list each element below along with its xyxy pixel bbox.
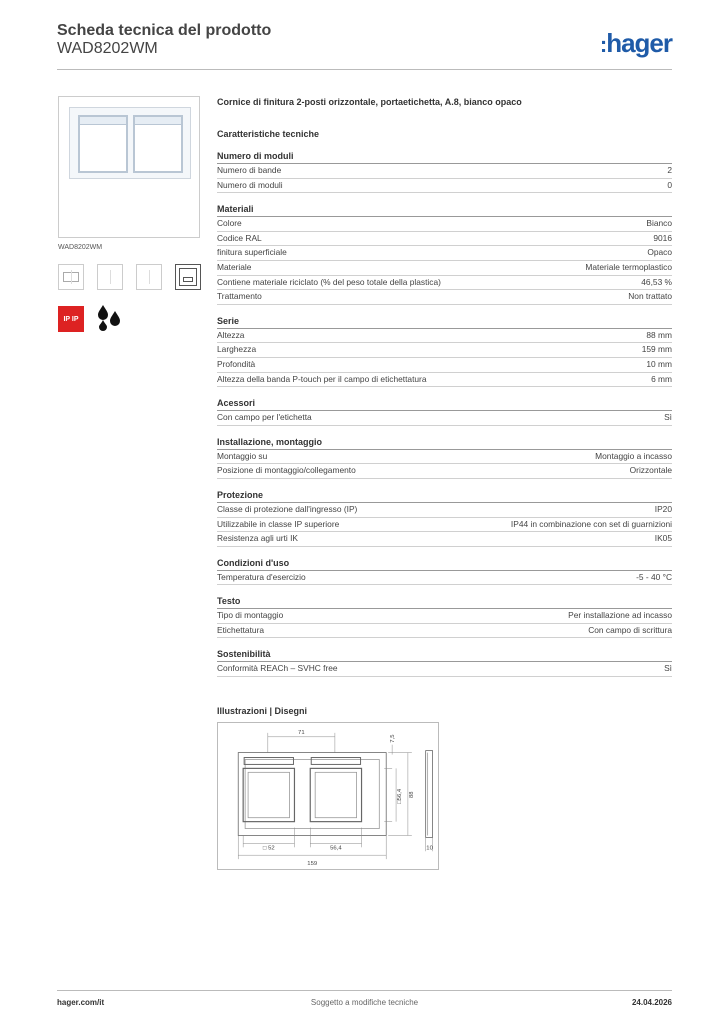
spec-label: Codice RAL: [217, 232, 262, 243]
spec-label: Tipo di montaggio: [217, 610, 284, 621]
spec-section: [217, 150, 672, 193]
logo-dots-icon: :: [599, 32, 607, 57]
dim-bottom-pitch: 56,4: [330, 845, 342, 852]
spec-value: IP20: [654, 503, 672, 514]
spec-section: [217, 436, 672, 479]
spec-label: Numero di moduli: [217, 179, 283, 190]
spec-value: 159 mm: [641, 344, 672, 355]
thumbnail-module-view[interactable]: [175, 264, 201, 290]
page-header: [57, 22, 672, 70]
section-title: Materiali: [217, 203, 672, 217]
spec-row: [217, 624, 672, 639]
spec-section: [217, 557, 672, 586]
spec-label: Temperatura d'esercizio: [217, 571, 306, 582]
spec-row: [217, 164, 672, 179]
spec-value: -5 - 40 °C: [636, 571, 672, 582]
section-title: Serie: [217, 315, 672, 329]
spec-label: finitura superficiale: [217, 247, 287, 258]
spec-row: [217, 411, 672, 426]
dim-total-width: 159: [307, 861, 318, 868]
tech-characteristics-heading: Caratteristiche tecniche: [217, 129, 320, 139]
frame-illustration: [69, 107, 191, 179]
spec-value: Bianco: [646, 218, 672, 229]
section-title: Installazione, montaggio: [217, 436, 672, 450]
section-title: Sostenibilità: [217, 648, 672, 662]
section-title: Testo: [217, 595, 672, 609]
spec-label: Posizione di montaggio/collegamento: [217, 465, 356, 476]
side-profile: [426, 751, 433, 838]
spec-label: Larghezza: [217, 344, 257, 355]
frame-cell-left: [243, 768, 294, 821]
technical-drawing: [217, 722, 439, 870]
illustrations-heading: Illustrazioni | Disegni: [217, 706, 308, 716]
spec-value: Con campo di scrittura: [588, 624, 672, 635]
footer-website-link[interactable]: hager.com/it: [57, 998, 105, 1007]
spec-section: [217, 397, 672, 426]
spec-value: Orizzontale: [629, 465, 672, 476]
spec-section: [217, 595, 672, 638]
spec-row: [217, 343, 672, 358]
product-code: WAD8202WM: [57, 40, 158, 57]
spec-label: Resistenza agli urti IK: [217, 533, 298, 544]
ip-rating-badge: IP IP: [58, 306, 84, 332]
frame-outline: [238, 753, 386, 836]
spec-row: [217, 373, 672, 388]
product-description: Cornice di finitura 2-posti orizzontale, portaetichetta, A.8, bianco opaco: [217, 97, 522, 107]
spec-row: [217, 358, 672, 373]
spec-value: Non trattato: [628, 291, 672, 302]
thumbnail-side-view-2[interactable]: [136, 264, 162, 290]
spec-value: IK05: [654, 533, 672, 544]
spec-row: [217, 232, 672, 247]
spec-value: Sì: [664, 663, 672, 674]
spec-row: [217, 503, 672, 518]
spec-label: Classe di protezione dall'ingresso (IP): [217, 503, 358, 514]
spec-row: [217, 217, 672, 232]
spec-label: Contiene materiale riciclato (% del peso totale della plastica): [217, 276, 441, 287]
water-drops-icon: [94, 302, 124, 332]
spec-label: Profondità: [217, 358, 256, 369]
spec-row: [217, 571, 672, 586]
spec-row: [217, 464, 672, 479]
spec-label: Numero di bande: [217, 165, 282, 175]
spec-row: [217, 261, 672, 276]
dim-inner-square: □56,4: [397, 788, 403, 804]
label-holder-left: [244, 758, 293, 765]
spec-value: 9016: [653, 232, 672, 243]
spec-label: Etichettatura: [217, 624, 265, 635]
spec-value: 10 mm: [646, 358, 672, 369]
thumbnail-front-view[interactable]: [58, 264, 84, 290]
spec-label: Colore: [217, 218, 242, 229]
page-footer: [57, 990, 672, 1008]
spec-row: [217, 662, 672, 677]
spec-row: [217, 179, 672, 194]
brand-logo: :hager: [599, 28, 672, 58]
thumbnail-side-view[interactable]: [97, 264, 123, 290]
frame-cell-right: [310, 768, 361, 821]
spec-row: [217, 609, 672, 624]
spec-row: [217, 290, 672, 305]
dim-top-width: 71: [298, 729, 305, 736]
section-title: Acessori: [217, 397, 672, 411]
footer-note: Soggetto a modifiche tecniche: [310, 998, 419, 1007]
spec-sections: [217, 150, 672, 677]
dim-depth: 10: [426, 845, 433, 852]
spec-row: [217, 246, 672, 261]
spec-label: Altezza: [217, 329, 245, 340]
footer-date: 24.04.2026: [631, 998, 672, 1007]
spec-label: Altezza della banda P-touch per il campo di etichettatura: [217, 373, 427, 384]
spec-label: Materiale: [217, 261, 252, 272]
product-image: [58, 96, 200, 238]
spec-row: [217, 329, 672, 344]
spec-label: Conformità REACh – SVHC free: [217, 663, 338, 674]
spec-value: 46,53 %: [641, 276, 672, 287]
spec-value: 6 mm: [651, 373, 672, 384]
section-title: Protezione: [217, 489, 672, 503]
spec-value: 88 mm: [646, 329, 672, 340]
label-holder-right: [311, 758, 360, 765]
spec-label: Trattamento: [217, 291, 262, 302]
spec-value: Materiale termoplastico: [585, 261, 672, 272]
spec-row: [217, 450, 672, 465]
spec-value: Sì: [664, 412, 672, 423]
spec-label: Con campo per l'etichetta: [217, 412, 312, 423]
dim-top-margin: 7,5: [390, 734, 397, 743]
spec-value: Opaco: [647, 247, 672, 258]
section-title: Condizioni d'uso: [217, 557, 672, 571]
dim-height: 88: [408, 791, 415, 798]
spec-label: Montaggio su: [217, 450, 268, 461]
spec-value: Montaggio a incasso: [595, 450, 672, 461]
dim-bottom-square: □ 52: [262, 845, 275, 852]
spec-row: [217, 532, 672, 547]
spec-value: Per installazione ad incasso: [568, 610, 672, 621]
spec-section: [217, 489, 672, 547]
spec-section: [217, 315, 672, 387]
spec-row: [217, 276, 672, 291]
document-title: Scheda tecnica del prodotto: [57, 22, 272, 39]
spec-panel: [217, 96, 672, 677]
section-title: Numero di moduli: [217, 150, 672, 164]
spec-row: [217, 518, 672, 533]
spec-value: 0: [667, 179, 672, 190]
image-caption: WAD8202WM: [58, 244, 103, 251]
spec-section: [217, 648, 672, 677]
spec-section: [217, 203, 672, 305]
spec-value: 2: [667, 165, 672, 175]
spec-value: IP44 in combinazione con set di guarnizioni: [510, 518, 672, 529]
spec-label: Utilizzabile in classe IP superiore: [217, 518, 340, 529]
